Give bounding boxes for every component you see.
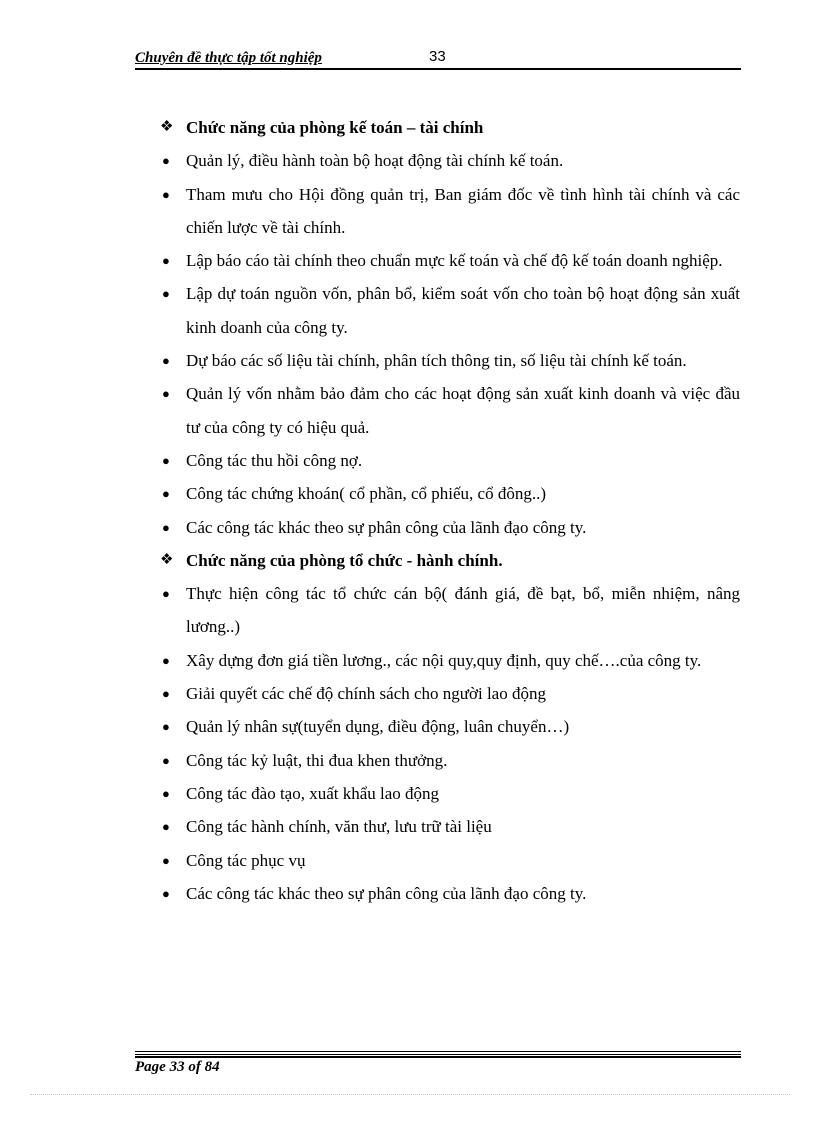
list-item-text: Quản lý vốn nhằm bảo đảm cho các hoạt động sản xuất kinh doanh và việc đầu tư của công ty có hiệu quả. (186, 384, 740, 437)
document-body (160, 111, 740, 910)
bullet-icon: ● (162, 286, 170, 302)
document-title: Chuyên đề thực tập tốt nghiệp (135, 50, 322, 66)
list-item (160, 477, 740, 510)
list-item (160, 844, 740, 877)
list-item (160, 677, 740, 710)
list-item-text: Dự báo các số liệu tài chính, phân tích thông tin, số liệu tài chính kế toán. (186, 351, 687, 371)
bullet-icon: ● (162, 519, 170, 535)
list-item (160, 777, 740, 810)
list-item (160, 877, 740, 910)
list-item (160, 810, 740, 843)
list-item (160, 744, 740, 777)
bullet-icon: ● (162, 452, 170, 468)
list-item-text: Công tác chứng khoán( cổ phần, cổ phiếu, cổ đông..) (186, 484, 546, 504)
bullet-icon: ● (162, 752, 170, 768)
footer-rule (135, 1051, 741, 1055)
bullet-icon: ● (162, 586, 170, 602)
list-item-text: Công tác thu hồi công nợ. (186, 450, 363, 470)
list-item-text: Quản lý nhân sự(tuyển dụng, điều động, luân chuyển…) (186, 717, 570, 737)
list-item (160, 244, 740, 277)
bullet-icon: ● (162, 186, 170, 202)
diamond-bullet-icon: ❖ (160, 119, 174, 135)
list-item (160, 710, 740, 743)
bullet-icon: ● (162, 652, 170, 668)
bullet-icon: ● (162, 885, 170, 901)
footer-rule-thick (135, 1056, 741, 1058)
list-item (160, 144, 740, 177)
list-item-text: Thực hiện công tác tổ chức cán bộ( đánh giá, đề bạt, bổ, miễn nhiệm, nâng lương..) (186, 584, 740, 637)
list-item-text: Lập báo cáo tài chính theo chuẩn mực kế toán và chế độ kế toán doanh nghiệp. (186, 251, 723, 271)
list-item-text: Xây dựng đơn giá tiền lương., các nội quy,quy định, quy chế….của công ty. (186, 650, 702, 670)
diamond-bullet-icon: ❖ (160, 551, 174, 568)
bullet-icon: ● (162, 852, 170, 868)
bullet-icon: ● (162, 486, 170, 502)
list-item (160, 511, 740, 544)
list-item-text: Lập dự toán nguồn vốn, phân bổ, kiểm soát vốn cho toàn bộ hoạt động sản xuất kinh doanh của công ty. (186, 284, 740, 337)
bullet-icon: ● (162, 153, 170, 169)
bullet-icon: ● (162, 719, 170, 735)
list-item (160, 377, 740, 444)
list-item-text: Công tác kỷ luật, thi đua khen thưởng. (186, 750, 448, 770)
list-item (160, 444, 740, 477)
list-item (160, 344, 740, 377)
list-item-text: Quản lý, điều hành toàn bộ hoạt động tài chính kế toán. (186, 151, 564, 171)
bullet-icon: ● (162, 785, 170, 801)
list-item-text: Các công tác khác theo sự phân công của lãnh đạo công ty. (186, 517, 587, 537)
list-item-text: Các công tác khác theo sự phân công của lãnh đạo công ty. (186, 883, 587, 903)
bullet-icon: ● (162, 386, 170, 402)
bullet-icon: ● (162, 686, 170, 702)
list-item (160, 577, 740, 644)
list-item-text: Công tác hành chính, văn thư, lưu trữ tài liệu (186, 817, 492, 837)
list-item-text: Công tác phục vụ (186, 850, 306, 870)
header-page-number: 33 (429, 48, 446, 65)
bullet-icon: ● (162, 819, 170, 835)
section-heading-text: Chức năng của phòng tổ chức - hành chính. (186, 550, 503, 570)
section-heading (160, 111, 740, 144)
bullet-icon: ● (162, 353, 170, 369)
page-boundary (30, 1094, 790, 1095)
list-item (160, 644, 740, 677)
list-item (160, 277, 740, 344)
list-item (160, 178, 740, 245)
section-heading (160, 544, 740, 577)
bullet-icon: ● (162, 253, 170, 269)
section-heading-text: Chức năng của phòng kế toán – tài chính (186, 118, 484, 137)
list-item-text: Công tác đào tạo, xuất khẩu lao động (186, 783, 440, 803)
page-footer: Page 33 of 84 (135, 1059, 220, 1075)
list-item-text: Giải quyết các chế độ chính sách cho người lao động (186, 684, 546, 704)
list-item-text: Tham mưu cho Hội đồng quản trị, Ban giám đốc về tình hình tài chính và các chiến lược về tài chính. (186, 184, 740, 237)
page-header (135, 48, 741, 70)
